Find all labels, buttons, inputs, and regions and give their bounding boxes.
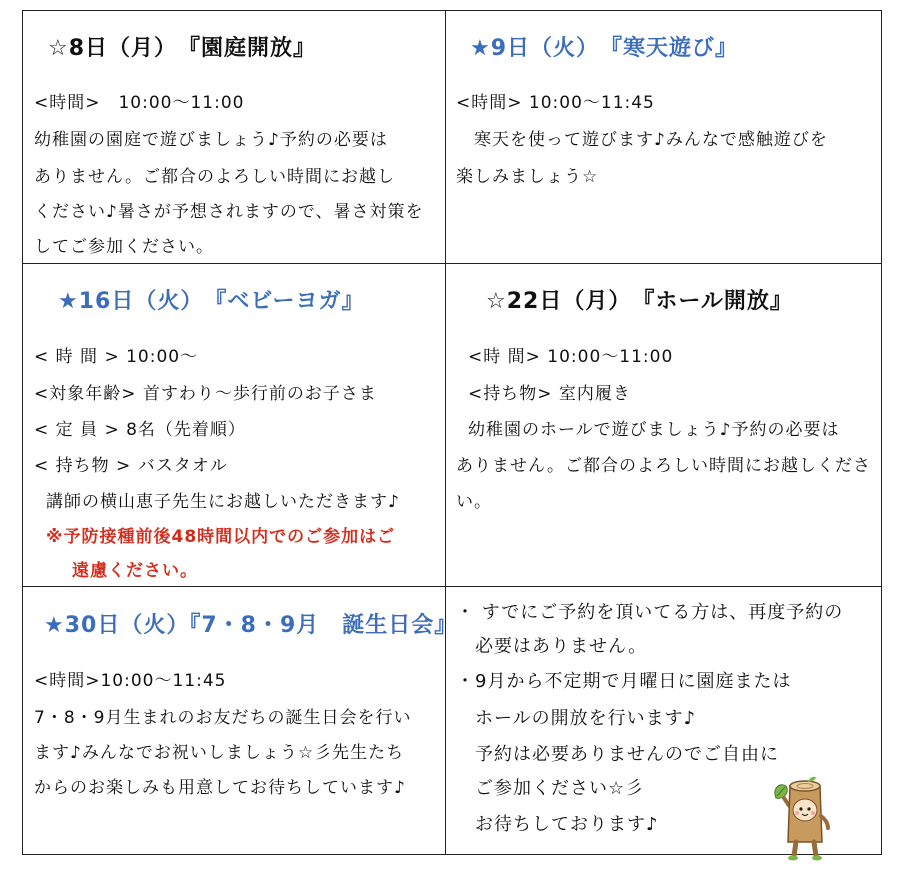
row-divider	[22, 586, 882, 587]
event-time: <時間> 10:00～11:45	[456, 93, 655, 113]
event-text: 幼稚園のホールで遊びましょう♪予約の必要は	[468, 420, 840, 440]
event-time: <時間>10:00～11:45	[34, 671, 227, 691]
event-text: からのお楽しみも用意してお待ちしています♪	[34, 778, 406, 798]
event-title: ★9日（火） 『寒天遊び』	[470, 36, 739, 61]
note-line: 予約は必要ありませんのでご自由に	[456, 744, 779, 765]
row-divider	[22, 263, 882, 264]
note-line: ・9月から不定期で月曜日に園庭または	[456, 671, 792, 692]
event-text: 幼稚園の園庭で遊びましょう♪予約の必要は	[34, 130, 388, 150]
event-title: ★16日（火） 『ベビーヨガ』	[58, 289, 365, 314]
column-divider	[445, 10, 446, 855]
event-text: してご参加ください。	[34, 237, 214, 257]
event-belongings: < 持ち物 > バスタオル	[34, 456, 228, 476]
event-time: <時間> 10:00～11:00	[34, 93, 245, 113]
note-line: ・ すでにご予約を頂いてる方は、再度予約の	[456, 602, 844, 623]
note-line: ホールの開放を行います♪	[456, 708, 697, 729]
event-text: ます♪みんなでお祝いしましょう☆彡先生たち	[34, 743, 405, 763]
note-line: お待ちしております♪	[456, 814, 659, 835]
event-capacity: < 定 員 > 8名（先着順）	[34, 420, 246, 440]
event-title: ★30日（火）『7・8・9月 誕生日会』	[44, 613, 458, 638]
event-belongings: <持ち物> 室内履き	[468, 384, 631, 404]
event-text: ありません。ご都合のよろしい時間にお越し	[34, 167, 396, 187]
event-text: 楽しみましょう☆	[456, 167, 599, 187]
event-time: < 時 間 > 10:00～	[34, 347, 199, 367]
event-text: 7・8・9月生まれのお友だちの誕生日会を行い	[34, 708, 412, 728]
event-text: い。	[456, 492, 492, 512]
event-title: ☆22日（月） 『ホール開放』	[486, 289, 793, 314]
tree-stump-character-icon	[770, 776, 838, 862]
event-text: 講師の横山恵子先生にお越しいただきます♪	[46, 492, 400, 512]
vaccination-notice: 遠慮ください。	[72, 561, 198, 581]
event-text: 寒天を使って遊びます♪みんなで感触遊びを	[456, 130, 828, 150]
note-line: 必要はありません。	[456, 636, 648, 657]
event-text: ください♪暑さが予想されますので、暑さ対策を	[34, 202, 424, 222]
vaccination-notice: ※予防接種前後48時間以内でのご参加はご	[46, 527, 396, 547]
event-text: ありません。ご都合のよろしい時間にお越しくださ	[456, 456, 872, 476]
event-time: <時 間> 10:00～11:00	[468, 347, 674, 367]
note-line: ご参加ください☆彡	[456, 778, 645, 799]
event-title: ☆8日（月） 『園庭開放』	[48, 36, 317, 61]
event-target-age: <対象年齢> 首すわり～歩行前のお子さま	[34, 384, 377, 404]
